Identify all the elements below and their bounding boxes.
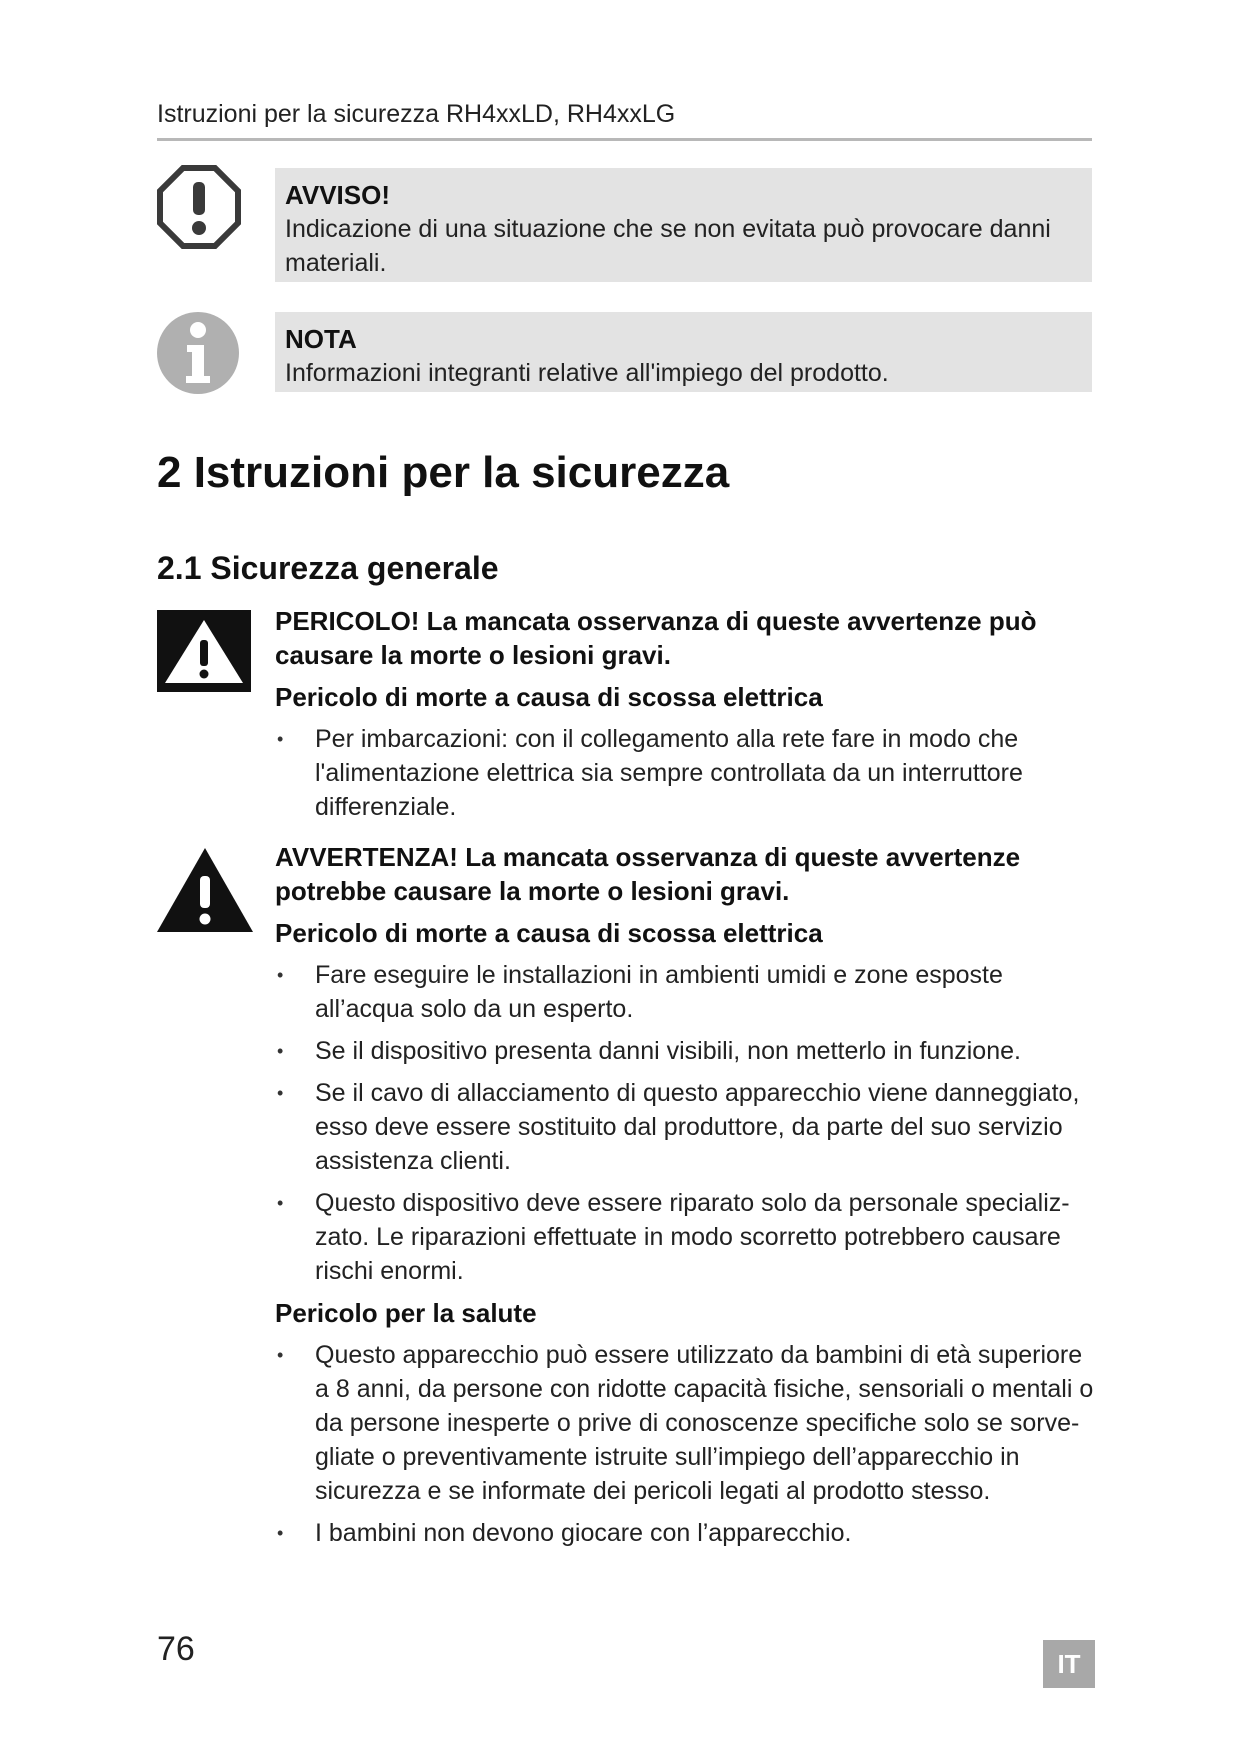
avviso-text: Indicazione di una situazione che se non evitata può provocare danni materiali. <box>285 215 1051 277</box>
warning-bullet-list-health <box>275 1338 1095 1550</box>
danger-subtitle: Pericolo di morte a causa di scossa elettrica <box>275 682 823 712</box>
danger-title: PERICOLO! La mancata osservanza di queste avvertenze può causare la morte o lesioni gravi. <box>275 606 1037 670</box>
bullet-icon: • <box>277 1193 284 1213</box>
danger-block <box>275 604 1095 832</box>
bullet-icon: • <box>277 1345 284 1365</box>
warning-block <box>275 840 1095 1558</box>
bullet-icon: • <box>277 1041 284 1061</box>
info-icon <box>157 312 239 394</box>
warning-title: AVVERTENZA! La mancata osservanza di queste avvertenze potrebbe causare la morte o lesioni gravi. <box>275 842 1021 906</box>
nota-notice-box <box>275 312 1092 392</box>
list-item: • Per imbarcazioni: con il collegamento alla rete fare in modo che l'alimentazione elettrica sia sempre controllata da un interruttore differenziale. <box>275 722 1095 824</box>
header-divider <box>157 138 1092 141</box>
language-badge: IT <box>1043 1640 1095 1688</box>
list-item: • Se il cavo di allacciamento di questo apparecchio viene danneggiato, esso deve essere sostituito dal produttore, da parte del suo servizio assistenza clienti. <box>275 1076 1095 1178</box>
section-title: 2.1 Sicurezza generale <box>157 550 499 586</box>
warning-triangle-icon <box>157 848 253 932</box>
list-item: • Fare eseguire le installazioni in ambienti umidi e zone esposte all’acqua solo da un esperto. <box>275 958 1095 1026</box>
page-number: 76 <box>157 1630 195 1668</box>
nota-text: Informazioni integranti relative all'impiego del prodotto. <box>285 359 889 387</box>
notice-octagon-icon <box>157 165 241 249</box>
bullet-icon: • <box>277 729 284 749</box>
avviso-notice-box <box>275 168 1092 282</box>
danger-bullet-list <box>275 722 1095 824</box>
list-item: • I bambini non devono giocare con l’apparecchio. <box>275 1516 1095 1550</box>
bullet-icon: • <box>277 1523 284 1543</box>
warning-subtitle-health: Pericolo per la salute <box>275 1298 537 1328</box>
bullet-icon: • <box>277 1083 284 1103</box>
chapter-title: 2 Istruzioni per la sicurezza <box>157 448 730 497</box>
warning-bullet-list-electric <box>275 958 1095 1288</box>
avviso-title: AVVISO! <box>285 180 390 210</box>
bullet-icon: • <box>277 965 284 985</box>
danger-warning-icon <box>157 610 251 692</box>
warning-subtitle-electric: Pericolo di morte a causa di scossa elettrica <box>275 918 823 948</box>
running-header: Istruzioni per la sicurezza RH4xxLD, RH4xxLG <box>157 100 676 128</box>
nota-title: NOTA <box>285 324 357 354</box>
list-item: • Questo dispositivo deve essere riparato solo da personale specializ- zato. Le riparazioni effettuate in modo scorretto potrebbero causare rischi enormi. <box>275 1186 1095 1288</box>
list-item: • Se il dispositivo presenta danni visibili, non metterlo in funzione. <box>275 1034 1095 1068</box>
list-item: • Questo apparecchio può essere utilizzato da bambini di età superiore a 8 anni, da persone con ridotte capacità fisiche, sensoriali o mentali o da persone inesperte o prive di conoscenze specifiche solo se sorve- gliate o preventivamente istruite sull’impiego dell’apparecchio in sicurezza e se informate dei pericoli legati al prodotto stesso. <box>275 1338 1095 1508</box>
